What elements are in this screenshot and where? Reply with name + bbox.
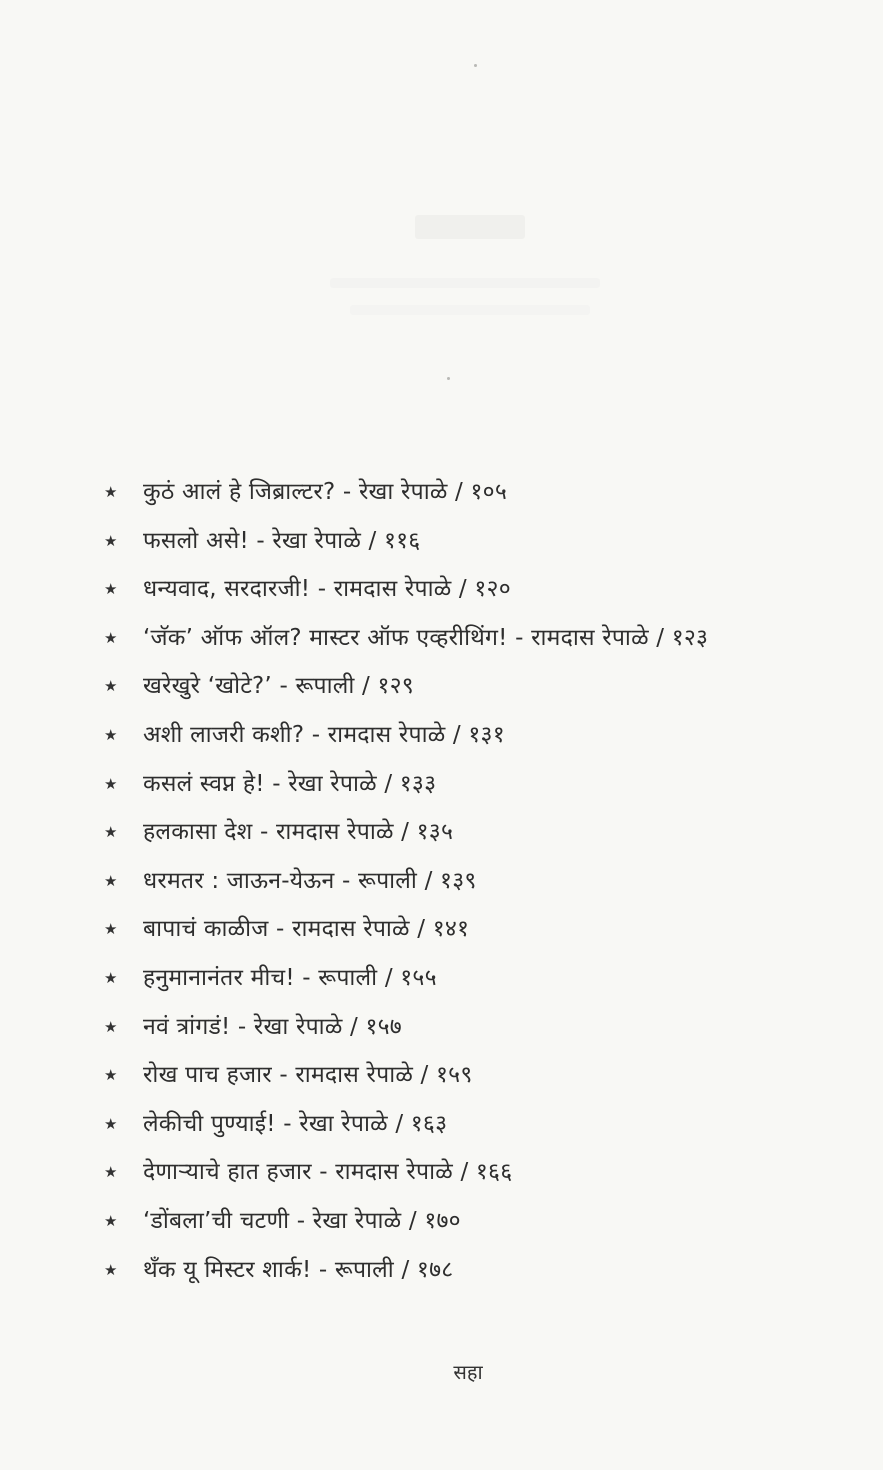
list-item: [0, 614, 883, 663]
contents-list: [0, 468, 883, 1294]
star-bullet-icon: ★: [104, 968, 118, 987]
star-bullet-icon: ★: [104, 774, 118, 793]
page-number: सहा: [453, 1360, 483, 1384]
star-bullet-icon: ★: [104, 677, 118, 696]
star-bullet-icon: ★: [104, 483, 118, 501]
contents-entry: बापाचं काळीज - रामदास रेपाळे / १४१: [143, 916, 470, 943]
star-bullet-icon: ★: [104, 531, 118, 550]
bleed-through-mark: [415, 215, 525, 239]
paper-speck: [474, 64, 477, 67]
star-bullet-icon: ★: [104, 920, 118, 939]
contents-entry: ‘डोंबला’ची चटणी - रेखा रेपाळे / १७०: [143, 1207, 461, 1234]
contents-entry: हनुमानानंतर मीच! - रूपाली / १५५: [143, 964, 437, 991]
list-item: [0, 711, 883, 760]
star-bullet-icon: ★: [104, 1066, 118, 1085]
contents-entry: कुठं आलं हे जिब्राल्टर? - रेखा रेपाळे / १०५: [143, 479, 507, 505]
list-item: [0, 565, 883, 614]
list-item: [0, 905, 883, 954]
star-bullet-icon: ★: [104, 725, 118, 744]
list-item: [0, 1003, 883, 1052]
star-bullet-icon: ★: [104, 823, 118, 842]
list-item: [0, 517, 883, 566]
star-bullet-icon: ★: [104, 1211, 118, 1230]
list-item: [0, 760, 883, 809]
list-item: [0, 468, 883, 517]
bleed-through-mark: [350, 305, 590, 315]
contents-entry: फसलो असे! - रेखा रेपाळे / ११६: [143, 527, 421, 554]
contents-entry: खरेखुरे ‘खोटे?’ - रूपाली / १२९: [143, 673, 414, 700]
contents-entry: कसलं स्वप्न हे! - रेखा रेपाळे / १३३: [143, 770, 437, 797]
contents-entry: देणाऱ्याचे हात हजार - रामदास रेपाळे / १६६: [143, 1159, 513, 1186]
contents-entry: लेकीची पुण्याई! - रेखा रेपाळे / १६३: [143, 1110, 448, 1137]
list-item: [0, 1051, 883, 1100]
list-item: [0, 662, 883, 711]
list-item: [0, 1197, 883, 1246]
contents-entry: धन्यवाद, सरदारजी! - रामदास रेपाळे / १२०: [143, 576, 511, 603]
contents-entry: हलकासा देश - रामदास रेपाळे / १३५: [143, 819, 454, 846]
star-bullet-icon: ★: [104, 1017, 118, 1036]
contents-entry: धरमतर : जाऊन-येऊन - रूपाली / १३९: [143, 867, 477, 894]
star-bullet-icon: ★: [104, 871, 118, 890]
list-item: [0, 1100, 883, 1149]
contents-entry: थँक यू मिस्टर शार्क! - रूपाली / १७८: [143, 1256, 454, 1283]
star-bullet-icon: ★: [104, 1114, 118, 1133]
list-item: [0, 1148, 883, 1197]
contents-entry: रोख पाच हजार - रामदास रेपाळे / १५९: [143, 1062, 473, 1089]
list-item: [0, 808, 883, 857]
paper-speck: [447, 377, 450, 380]
contents-entry: नवं त्रांगडं! - रेखा रेपाळे / १५७: [143, 1013, 402, 1040]
list-item: [0, 857, 883, 906]
contents-entry: ‘जॅक’ ऑफ ऑल? मास्टर ऑफ एव्हरीथिंग! - रामदास रेपाळे / १२३: [143, 624, 709, 651]
list-item: [0, 1246, 883, 1295]
contents-entry: अशी लाजरी कशी? - रामदास रेपाळे / १३१: [143, 721, 505, 748]
star-bullet-icon: ★: [104, 1163, 118, 1182]
list-item: [0, 954, 883, 1003]
star-bullet-icon: ★: [104, 1260, 118, 1279]
star-bullet-icon: ★: [104, 628, 118, 647]
bleed-through-mark: [330, 278, 600, 288]
star-bullet-icon: ★: [104, 580, 118, 599]
